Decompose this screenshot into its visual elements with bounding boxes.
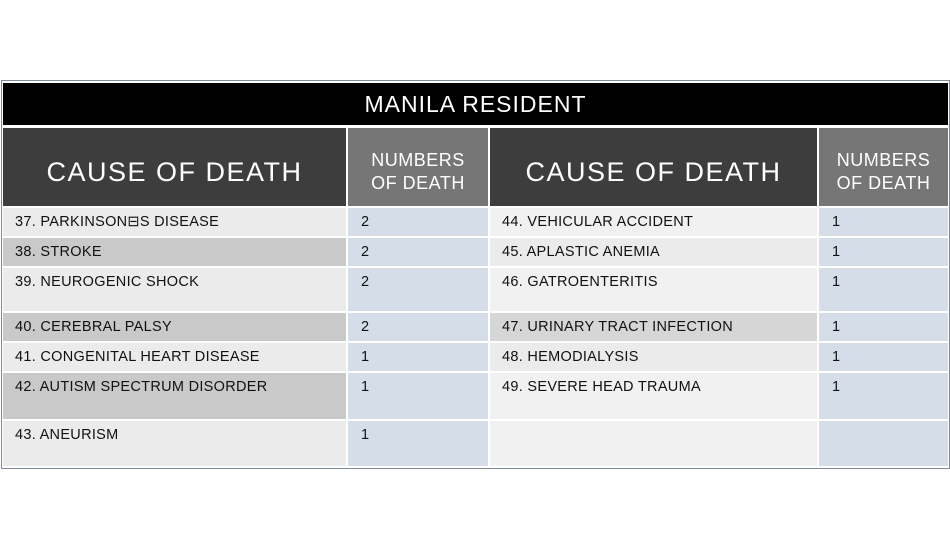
table-row-count: 1: [348, 373, 488, 419]
table-row-count: 1: [348, 343, 488, 371]
table-row-cause: 37. PARKINSON⊟S DISEASE: [3, 208, 346, 236]
table-row-count: 1: [819, 238, 948, 266]
header-numbers-line1: NUMBERS: [371, 150, 465, 170]
table-row-count: 2: [348, 208, 488, 236]
table-row-count: 2: [348, 238, 488, 266]
table-row-cause: 44. VEHICULAR ACCIDENT: [490, 208, 817, 236]
table-row-count: 1: [819, 268, 948, 311]
table-row-cause: 40. CEREBRAL PALSY: [3, 313, 346, 341]
header-numbers-right: [819, 128, 948, 206]
header-numbers-line2: OF DEATH: [371, 173, 465, 193]
header-numbers-left: [348, 128, 488, 206]
table-row-count: 1: [348, 421, 488, 466]
table-row-cause: 38. STROKE: [3, 238, 346, 266]
table-row-cause-empty: [490, 421, 817, 466]
table-row-cause: 47. URINARY TRACT INFECTION: [490, 313, 817, 341]
table-row-count: 1: [819, 313, 948, 341]
table-row-cause: 45. APLASTIC ANEMIA: [490, 238, 817, 266]
table-row-cause: 43. ANEURISM: [3, 421, 346, 466]
table-row-count: 1: [819, 343, 948, 371]
table-row-count: 1: [819, 208, 948, 236]
table-row-cause: 48. HEMODIALYSIS: [490, 343, 817, 371]
table-row-count-empty: [819, 421, 948, 466]
header-cause-right: CAUSE OF DEATH: [490, 128, 817, 206]
death-causes-table: [1, 80, 950, 469]
table-row-cause: 49. SEVERE HEAD TRAUMA: [490, 373, 817, 419]
table-title: MANILA RESIDENT: [3, 83, 948, 125]
table-row-cause: 39. NEUROGENIC SHOCK: [3, 268, 346, 311]
header-cause-left: CAUSE OF DEATH: [3, 128, 346, 206]
table-row-cause: 46. GATROENTERITIS: [490, 268, 817, 311]
table-row-cause: 41. CONGENITAL HEART DISEASE: [3, 343, 346, 371]
table-row-count: 2: [348, 268, 488, 311]
header-numbers-line1: NUMBERS: [836, 150, 931, 170]
table-row-cause: 42. AUTISM SPECTRUM DISORDER: [3, 373, 346, 419]
table-row-count: 2: [348, 313, 488, 341]
header-numbers-line2: OF DEATH: [836, 173, 931, 193]
table-row-count: 1: [819, 373, 948, 419]
